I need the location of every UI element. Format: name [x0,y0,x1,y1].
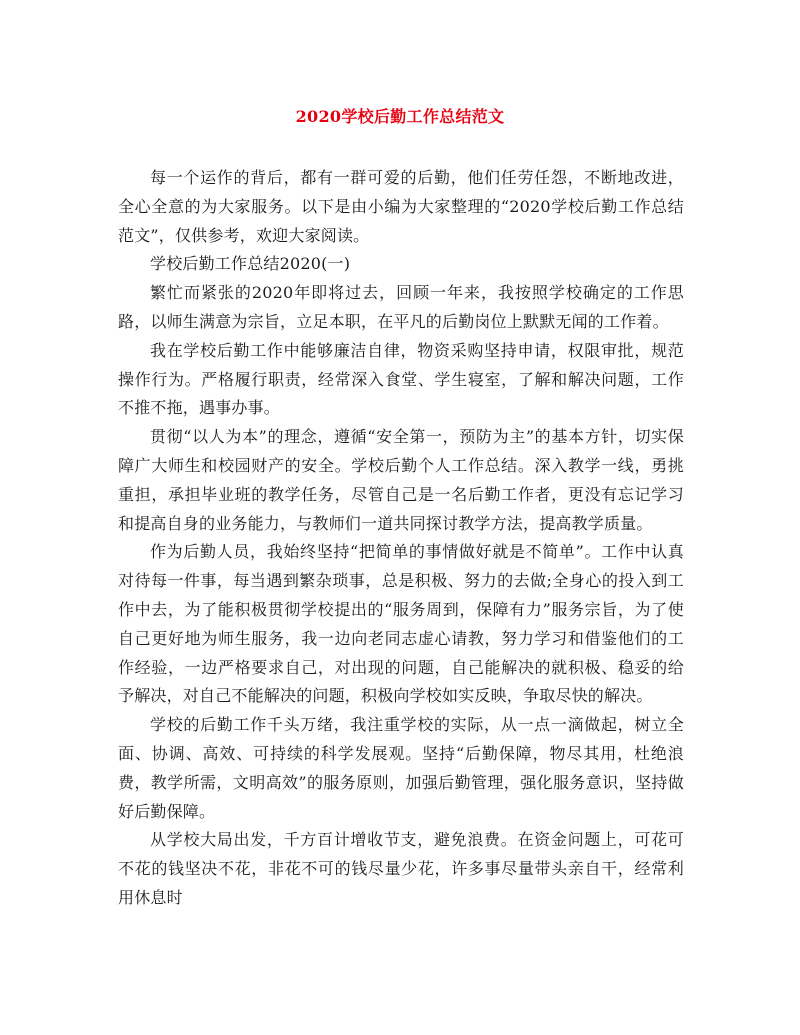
paragraph: 我在学校后勤工作中能够廉洁自律，物资采购坚持申请，权限审批，规范操作行为。严格履行职责，经常深入食堂、学生寝室，了解和解决问题，工作不推不拖，遇事办事。 [118,340,684,418]
paragraph: 繁忙而紧张的2020年即将过去，回顾一年来，我按照学校确定的工作思路，以师生满意为宗旨，立足本职，在平凡的后勤岗位上默默无闻的工作着。 [118,283,684,331]
section-heading: 学校后勤工作总结2020(一) [150,254,351,274]
document-body [118,164,684,913]
paragraph: 学校的后勤工作千头万绪，我注重学校的实际，从一点一滴做起，树立全面、协调、高效、可持续的科学发展观。坚持“后勤保障，物尽其用，杜绝浪费，教学所需，文明高效”的服务原则，加强后勤管理，强化服务意识，坚持做好后勤保障。 [118,715,684,821]
paragraph: 作为后勤人员，我始终坚持“把简单的事情做好就是不简单”。工作中认真对待每一件事，每当遇到繁杂琐事，总是积极、努力的去做;全身心的投入到工作中去，为了能积极贯彻学校提出的“服务周到，保障有力”服务宗旨，为了使自己更好地为师生服务，我一边向老同志虚心请教，努力学习和借鉴他们的工作经验，一边严格要求自己，对出现的问题，自己能解决的就积极、稳妥的给予解决，对自己不能解决的问题，积极向学校如实反映，争取尽快的解决。 [118,542,684,706]
paragraph-intro: 每一个运作的背后，都有一群可爱的后勤，他们任劳任怨，不断地改进，全心全意的为大家服务。以下是由小编为大家整理的“2020学校后勤工作总结范文”，仅供参考，欢迎大家阅读。 [118,168,684,245]
paragraph: 从学校大局出发，千方百计增收节支，避免浪费。在资金问题上，可花可不花的钱坚决不花，非花不可的钱尽量少花，许多事尽量带头亲自干，经常利用休息时 [118,830,684,907]
document-title: 2020学校后勤工作总结范文 [295,107,505,126]
paragraph: 贯彻“以人为本”的理念，遵循“安全第一，预防为主”的基本方针，切实保障广大师生和校园财产的安全。学校后勤个人工作总结。深入教学一线，勇挑重担，承担毕业班的教学任务，尽管自己是一名后勤工作者，更没有忘记学习和提高自身的业务能力，与教师们一道共同探讨教学方法，提高教学质量。 [118,427,684,533]
